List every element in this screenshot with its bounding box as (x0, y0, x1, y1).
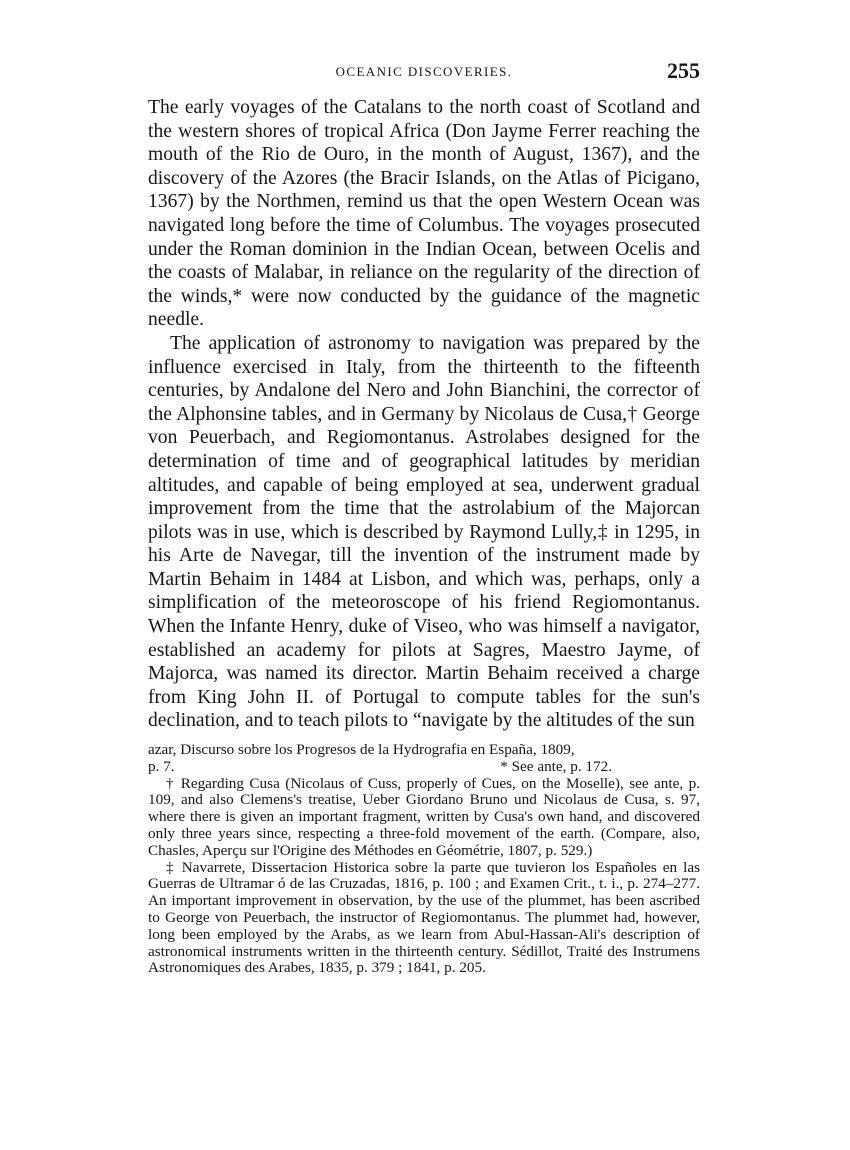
book-page (148, 58, 700, 977)
footnote-dagger: † Regarding Cusa (Nicolaus of Cuss, properly of Cues, on the Moselle), see ante, p. 109, and also Clemens's treatise, Ueber Giordano Bruno und Nicolaus de Cusa, s. 97, where there is given an important fragment, written by Cusa's own hand, and discovered only three years since, respecting a three-fold movement of the earth. (Compare, also, Chasles, Aperçu sur l'Origine des Méthodes en Géométrie, 1807, p. 529.) (148, 774, 700, 859)
page-number: 255 (667, 58, 700, 83)
body-paragraph: The early voyages of the Catalans to the north coast of Scotland and the western shores of tropical Africa (Don Jayme Ferrer reaching the mouth of the Rio de Ouro, in the month of August, 1367), and the discovery of the Azores (the Bracir Islands, on the Atlas of Picigano, 1367) by the Northmen, remind us that the open Western Ocean was navigated long before the time of Columbus. The voyages prosecuted under the Roman dominion in the Indian Ocean, between Ocelis and the coasts of Malabar, in reliance on the regularity of the direction of the winds,* were now conducted by the guidance of the magnetic needle. (148, 97, 700, 331)
footnote-star: * See ante, p. 172. (500, 757, 612, 775)
running-title: OCEANIC DISCOVERIES. (335, 64, 513, 79)
body-paragraph: The application of astronomy to navigation was prepared by the influence exercised in Italy, from the thirteenth to the fifteenth centuries, by Andalone del Nero and John Bianchini, the corrector of the Alphonsine tables, and in Germany by Nicolaus de Cusa,† George von Peuerbach, and Regiomontanus. Astrolabes designed for the determination of time and of geographical latitudes by meridian altitudes, and capable of being employed at sea, underwent gradual improvement from the time that the astrolabium of the Majorcan pilots was in use, which is described by Raymond Lully,‡ in 1295, in his Arte de Navegar, till the invention of the instrument made by Martin Behaim in 1484 at Lisbon, and which was, perhaps, only a simplification of the meteoroscope of his friend Regiomontanus. When the Infante Henry, duke of Viseo, who was himself a navigator, established an academy for pilots at Sagres, Maestro Jayme, of Majorca, was named its director. Martin Behaim received a charge from King John II. of Portugal to compute tables for the sun's declination, and to teach pilots to “navigate by the altitudes of the sun (148, 332, 700, 732)
footnote-continuation: azar, Discurso sobre los Progresos de la Hydrografia en España, 1809, (148, 741, 575, 759)
footnote-row (148, 759, 700, 776)
running-header (148, 58, 700, 90)
body-text (148, 96, 700, 733)
footnote-continuation-end: p. 7. (148, 757, 175, 775)
footnote-double-dagger: ‡ Navarrete, Dissertacion Historica sobre la parte que tuvieron los Españoles en las Guerras de Ultramar ó de las Cruzadas, 1816, p. 100 ; and Examen Crit., t. i., p. 274–277. An important improvement in observation, by the use of the plummet, has been ascribed to George von Peuerbach, the instructor of Regiomontanus. The plummet had, however, long been employed by the Arabs, as we learn from Abul-Hassan-Ali's description of astronomical instruments written in the thirteenth century. Sédillot, Traité des Instrumens Astronomiques des Arabes, 1835, p. 379 ; 1841, p. 205. (148, 858, 700, 977)
footnotes (148, 742, 700, 977)
